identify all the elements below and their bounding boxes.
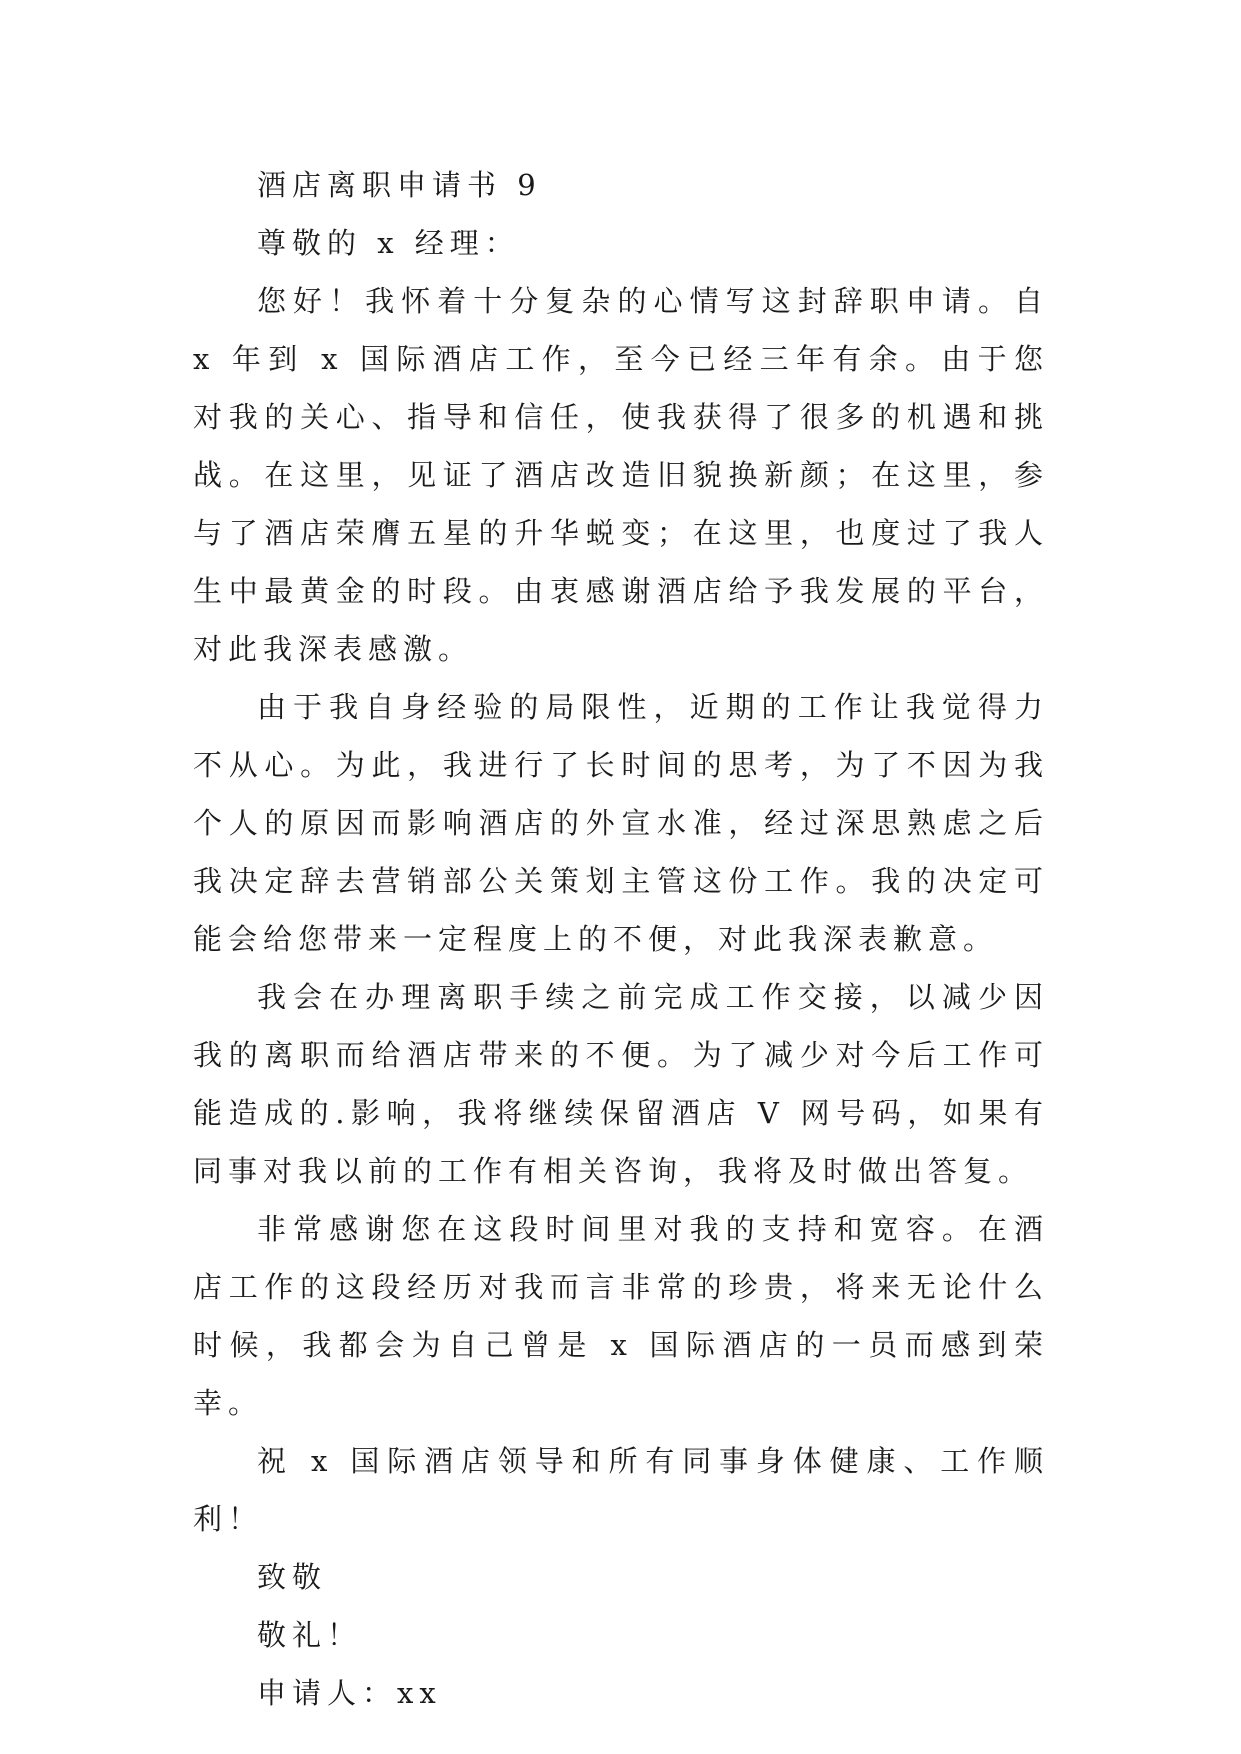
closing-line-2: 敬礼！ bbox=[257, 1618, 363, 1652]
closing-line-1: 致敬 bbox=[257, 1560, 328, 1594]
document-title: 酒店离职申请书 9 bbox=[257, 168, 542, 202]
wish-line: 祝 x 国际酒店领导和所有同事身体健康、工作顺利！ bbox=[193, 1444, 1049, 1536]
paragraph-4: 非常感谢您在这段时间里对我的支持和宽容。在酒店工作的这段经历对我而言非常的珍贵，将来无论什么时候，我都会为自己曾是 x 国际酒店的一员而感到荣幸。 bbox=[193, 1212, 1049, 1420]
salutation: 尊敬的 x 经理： bbox=[257, 226, 520, 260]
paragraph-1: 您好！我怀着十分复杂的心情写这封辞职申请。自 x 年到 x 国际酒店工作，至今已经三年有余。由于您对我的关心、指导和信任，使我获得了很多的机遇和挑战。在这里，见证了酒店改造旧貌换新颜；在这里，参与了酒店荣膺五星的升华蜕变；在这里，也度过了我人生中最黄金的时段。由衷感谢酒店给予我发展的平台，对此我深表感激。 bbox=[193, 284, 1049, 666]
paragraph-2: 由于我自身经验的局限性，近期的工作让我觉得力不从心。为此，我进行了长时间的思考，为了不因为我个人的原因而影响酒店的外宣水准，经过深思熟虑之后我决定辞去营销部公关策划主管这份工作。我的决定可能会给您带来一定程度上的不便，对此我深表歉意。 bbox=[193, 690, 1049, 956]
signature-line: 申请人：xx bbox=[257, 1676, 442, 1710]
paragraph-3: 我会在办理离职手续之前完成工作交接，以减少因我的离职而给酒店带来的不便。为了减少对今后工作可能造成的.影响，我将继续保留酒店 V 网号码，如果有同事对我以前的工作有相关咨询，我将及时做出答复。 bbox=[193, 980, 1049, 1188]
document-body bbox=[193, 156, 1049, 1722]
